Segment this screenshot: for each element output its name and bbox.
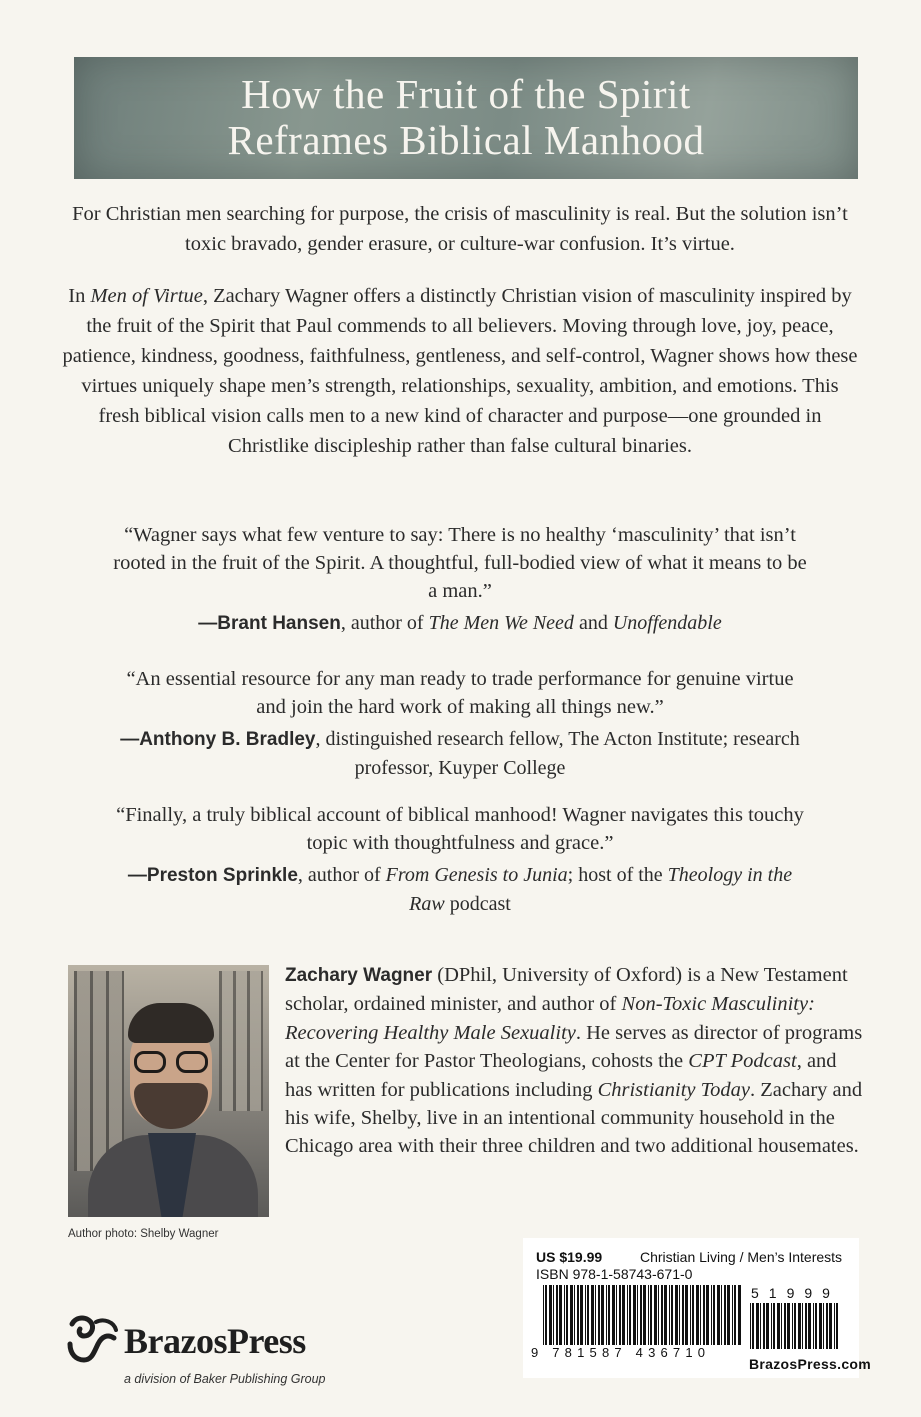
endorser-role: and — [573, 612, 613, 634]
barcode-bar — [819, 1303, 822, 1349]
barcode-bar — [808, 1303, 811, 1349]
barcode-bar — [738, 1285, 741, 1345]
barcode-bar — [752, 1303, 754, 1349]
title-banner — [74, 57, 858, 179]
bio-book-title: Non-Toxic Masculinity: Recovering Healthy Male Sexuality — [285, 993, 815, 1044]
barcode-bar — [750, 1303, 751, 1349]
endorsement-quote: “An essential resource for any man ready to trade performance for genuine virtue and join the hard work of making all things new.” — [126, 668, 794, 718]
barcode-bar — [792, 1303, 793, 1349]
photo-window — [74, 971, 124, 1171]
endorser-book: From Genesis to Junia — [385, 864, 568, 886]
barcode-bar — [566, 1285, 568, 1345]
price: US $19.99 — [536, 1249, 603, 1265]
barcode-bar — [612, 1285, 615, 1345]
barcode-bar — [711, 1285, 712, 1345]
barcode-bar — [669, 1285, 670, 1345]
endorser-role: , author of — [297, 864, 386, 886]
price-barcode-box — [523, 1238, 872, 1378]
barcode-bar — [608, 1285, 610, 1345]
endorser-name: —Brant Hansen — [198, 613, 341, 634]
barcode-bar — [798, 1303, 801, 1349]
barcode-bar — [661, 1285, 663, 1345]
barcode-bar — [601, 1285, 604, 1345]
barcode-bar — [781, 1303, 782, 1349]
barcode-bar — [556, 1285, 558, 1345]
barcode-bar — [585, 1285, 586, 1345]
endorser-name: —Preston Sprinkle — [127, 865, 298, 886]
intro-paragraph-1: For Christian men searching for purpose, the crisis of masculinity is real. But the solution isn’t toxic bravado, gender erasure, or culture-war confusion. It’s virtue. — [72, 203, 848, 255]
endorser-role: ; host of the — [567, 864, 668, 886]
price-barcode — [750, 1303, 842, 1349]
endorser-role: , distinguished research fellow, The Acton Institute; research professor, Kuyper College — [315, 728, 800, 779]
barcode-bar — [616, 1285, 617, 1345]
barcode-bar — [692, 1285, 694, 1345]
barcode-bar — [553, 1285, 554, 1345]
endorsement-1 — [110, 521, 810, 638]
banner-line-2: Reframes Biblical Manhood — [227, 117, 705, 163]
barcode-bar — [829, 1303, 832, 1349]
barcode-bar — [671, 1285, 673, 1345]
barcode-bar — [823, 1303, 824, 1349]
barcode-bar — [813, 1303, 814, 1349]
endorsement-quote: “Finally, a truly biblical account of biblical manhood! Wagner navigates this touchy topic with thoughtfulness and grace.” — [116, 804, 804, 854]
barcode-bar — [591, 1285, 594, 1345]
endorsement-3 — [110, 801, 810, 918]
barcode-bar — [703, 1285, 705, 1345]
barcode-bar — [598, 1285, 600, 1345]
barcode-bar — [717, 1285, 720, 1345]
endorser-podcast: Theology in the Raw — [409, 864, 793, 915]
isbn: ISBN 978-1-58743-671-0 — [536, 1266, 693, 1282]
endorser-role: podcast — [444, 893, 511, 915]
book-title: Men of Virtue — [90, 285, 203, 307]
barcode-bar — [577, 1285, 579, 1345]
barcode-bar — [727, 1285, 730, 1345]
endorser-book: The Men We Need — [428, 612, 574, 634]
barcode-bar — [706, 1285, 709, 1345]
barcode-bar — [732, 1285, 733, 1345]
barcode-bar — [690, 1285, 691, 1345]
endorser-book: Unoffendable — [612, 612, 722, 634]
barcode-bar — [771, 1303, 772, 1349]
barcode-bar — [664, 1285, 667, 1345]
photo-credit: Author photo: Shelby Wagner — [68, 1228, 219, 1240]
barcode-bar — [802, 1303, 803, 1349]
barcode-bar — [574, 1285, 575, 1345]
barcode-bar — [633, 1285, 636, 1345]
banner-line-1: How the Fruit of the Spirit — [241, 71, 691, 117]
endorsement-attribution — [110, 609, 810, 638]
barcode-bar — [826, 1303, 828, 1349]
barcode-bar — [721, 1285, 722, 1345]
category: Christian Living / Men’s Interests — [640, 1249, 843, 1265]
endorsement-quote: “Wagner says what few venture to say: There is no healthy ‘masculinity’ that isn’t rooted in the fruit of the Spirit. A thoughtful, full-bodied view of what it means to be a man.” — [113, 524, 807, 602]
barcode-bar — [815, 1303, 817, 1349]
barcode-bar — [675, 1285, 678, 1345]
publisher-website: BrazosPress.com — [749, 1356, 872, 1372]
barcode-bar — [756, 1303, 759, 1349]
barcode-bar — [682, 1285, 684, 1345]
publisher-name: BrazosPress — [124, 1321, 306, 1361]
barcode-bar — [787, 1303, 790, 1349]
intro-text: In — [68, 285, 91, 307]
barcode-bar — [805, 1303, 807, 1349]
barcode-bar — [794, 1303, 796, 1349]
brazos-mark-icon — [66, 1314, 120, 1364]
bio-publication-title: Christianity Today — [597, 1078, 751, 1101]
barcode-bar — [606, 1285, 607, 1345]
endorsement-attribution — [110, 861, 810, 918]
barcode-bar — [627, 1285, 628, 1345]
endorser-name: —Anthony B. Bradley — [120, 729, 316, 750]
author-bio — [285, 961, 865, 1161]
barcode-bar — [836, 1303, 838, 1349]
barcode-bar — [713, 1285, 715, 1345]
price-code: 51999 — [751, 1285, 840, 1301]
endorsement-attribution — [120, 725, 800, 782]
bio-text: , and has written for publications including — [285, 1050, 837, 1101]
barcode-bar — [658, 1285, 659, 1345]
barcode-bar — [559, 1285, 562, 1345]
photo-beard — [134, 1083, 208, 1129]
barcode-bar — [773, 1303, 775, 1349]
barcode-bar — [654, 1285, 657, 1345]
barcode-bar — [696, 1285, 699, 1345]
endorsement-2 — [120, 665, 800, 782]
barcode-bar — [595, 1285, 596, 1345]
author-name: Zachary Wagner — [285, 965, 433, 986]
barcode-bar — [564, 1285, 565, 1345]
bio-text: (DPhil, University of Oxford) is a New Testament scholar, ordained minister, and author of — [285, 964, 848, 1016]
barcode-bar — [679, 1285, 680, 1345]
barcode-bar — [777, 1303, 780, 1349]
publisher-subtitle: a division of Baker Publishing Group — [124, 1372, 326, 1386]
endorser-role: , author of — [340, 612, 429, 634]
barcode-bar — [766, 1303, 769, 1349]
barcode-bar — [545, 1285, 547, 1345]
barcode-bar — [587, 1285, 589, 1345]
barcode-bar — [622, 1285, 625, 1345]
photo-glasses — [134, 1051, 210, 1073]
intro-paragraph-2 — [60, 281, 860, 461]
barcode-digits: 9 781587 436710 — [531, 1345, 711, 1360]
bio-text: . Zachary and his wife, Shelby, live in an intentional community household in the Chicago area with their three children and two additional housemates. — [285, 1078, 863, 1158]
author-photo — [68, 965, 269, 1217]
barcode-bar — [650, 1285, 652, 1345]
barcode-bar — [580, 1285, 583, 1345]
barcode-bar — [784, 1303, 786, 1349]
isbn-barcode — [543, 1285, 743, 1345]
barcode-bar — [549, 1285, 552, 1345]
photo-window — [219, 971, 263, 1111]
bio-text: . He serves as director of programs at the Center for Pastor Theologians, cohosts the — [285, 1021, 863, 1073]
bio-podcast-title: CPT Podcast — [688, 1050, 797, 1073]
barcode-bar — [640, 1285, 642, 1345]
barcode-bar — [734, 1285, 736, 1345]
barcode-bar — [700, 1285, 701, 1345]
barcode-bar — [643, 1285, 646, 1345]
barcode-bar — [834, 1303, 835, 1349]
barcode-bar — [685, 1285, 688, 1345]
barcode-bar — [543, 1285, 544, 1345]
barcode-bar — [763, 1303, 765, 1349]
barcode-bar — [637, 1285, 638, 1345]
barcode-bar — [570, 1285, 573, 1345]
photo-hair — [128, 1003, 214, 1043]
barcode-bar — [648, 1285, 649, 1345]
barcode-bar — [629, 1285, 631, 1345]
barcode-bar — [760, 1303, 761, 1349]
barcode-bar — [619, 1285, 621, 1345]
barcode-bar — [724, 1285, 726, 1345]
intro-text: , Zachary Wagner offers a distinctly Christian vision of masculinity inspired by the fruit of the Spirit that Paul commends to all believers. Moving through love, joy, peace, patience, kindness, goodness, faithfulness, gentleness, and self-control, Wagner shows how these virtues uniquely shape men’s strength, relationships, sexuality, ambition, and emotions. This fresh biblical vision calls men to a new kind of character and purpose—one grounded in Christlike discipleship rather than false cultural binaries. — [62, 285, 858, 457]
